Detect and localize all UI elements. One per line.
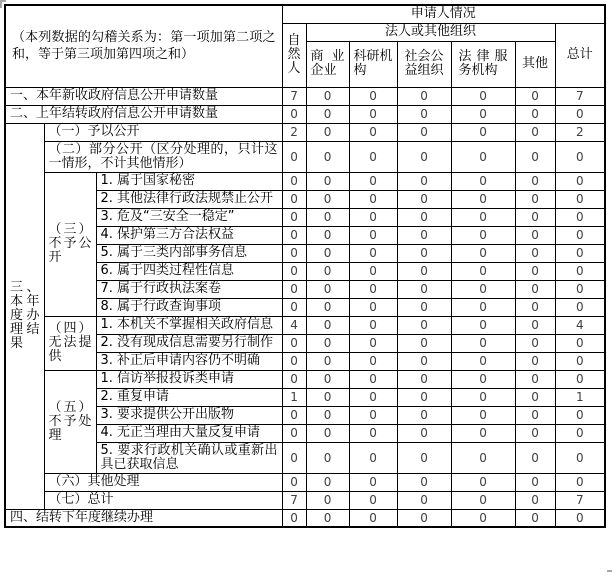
value-cell: 0 [515,491,555,509]
value-cell: 0 [515,123,555,141]
value-cell: 0 [515,352,555,370]
row-label: （七）总计 [44,491,282,509]
value-cell: 0 [451,226,515,244]
value-cell: 0 [306,105,349,123]
header-legal-or-other-org: 法人或其他组织 [306,23,555,41]
value-cell: 2 [555,123,605,141]
value-cell: 0 [349,388,397,406]
row-label: 4. 保护第三方合法权益 [96,226,282,244]
value-cell: 0 [306,262,349,280]
value-cell: 4 [282,316,306,334]
value-cell: 0 [349,334,397,352]
value-cell: 0 [306,226,349,244]
value-cell: 0 [451,406,515,424]
value-cell: 0 [451,370,515,388]
value-cell: 0 [555,370,605,388]
value-cell: 0 [397,352,451,370]
value-cell: 0 [515,316,555,334]
value-cell: 0 [451,491,515,509]
value-cell: 0 [397,388,451,406]
value-cell: 0 [451,509,515,527]
column-header-total: 总计 [555,23,605,87]
value-cell: 0 [306,406,349,424]
value-cell: 0 [451,208,515,226]
value-cell: 0 [306,424,349,442]
value-cell: 0 [515,262,555,280]
reconciliation-note: （本列数据的勾稽关系为：第一项加第二项之和，等于第三项加第四项之和） [5,5,282,87]
value-cell: 0 [306,442,349,473]
value-cell: 0 [397,424,451,442]
value-cell: 0 [306,208,349,226]
value-cell: 0 [515,105,555,123]
value-cell: 0 [555,406,605,424]
value-cell: 0 [555,352,605,370]
value-cell: 0 [397,491,451,509]
value-cell: 0 [349,262,397,280]
value-cell: 0 [282,226,306,244]
value-cell: 0 [282,424,306,442]
value-cell: 0 [515,172,555,190]
value-cell: 0 [451,334,515,352]
value-cell: 0 [306,123,349,141]
value-cell: 0 [349,370,397,388]
value-cell: 0 [555,172,605,190]
value-cell: 0 [282,406,306,424]
value-cell: 1 [555,388,605,406]
value-cell: 0 [349,105,397,123]
value-cell: 0 [306,388,349,406]
value-cell: 0 [397,334,451,352]
value-cell: 0 [555,509,605,527]
value-cell: 0 [397,442,451,473]
value-cell: 0 [282,473,306,491]
value-cell: 0 [451,105,515,123]
value-cell: 0 [515,87,555,105]
row-label: 一、本年新收政府信息公开申请数量 [5,87,282,105]
value-cell: 0 [555,262,605,280]
column-header-social-welfare: 社会公益组织 [397,41,451,87]
value-cell: 0 [515,190,555,208]
screen-corner-artifact-topleft [0,0,6,2]
value-cell: 0 [349,406,397,424]
value-cell: 0 [282,442,306,473]
row-label: 5. 要求行政机关确认或重新出具已获取信息 [96,442,282,473]
row-label: 5. 属于三类内部事务信息 [96,244,282,262]
value-cell: 0 [451,388,515,406]
value-cell: 0 [397,141,451,172]
value-cell: 0 [397,105,451,123]
value-cell: 0 [397,172,451,190]
column-header-legal-service: 法律服务机构 [451,41,515,87]
column-header-business: 商业企业 [306,41,349,87]
value-cell: 0 [555,190,605,208]
column-header-other: 其他 [515,41,555,87]
row-label: 3. 危及“三安全一稳定” [96,208,282,226]
value-cell: 7 [282,87,306,105]
value-cell: 0 [349,244,397,262]
section-label: 三、本年度办理结果 [5,123,44,509]
section-label: （四）无法提供 [44,316,96,370]
value-cell: 0 [397,509,451,527]
value-cell: 0 [306,352,349,370]
value-cell: 0 [282,190,306,208]
value-cell: 0 [397,123,451,141]
value-cell: 0 [451,87,515,105]
value-cell: 0 [282,280,306,298]
value-cell: 0 [397,87,451,105]
row-label: （六）其他处理 [44,473,282,491]
section-label: （五）不予处理 [44,370,96,473]
value-cell: 0 [306,87,349,105]
header-row-1 [5,5,605,23]
value-cell: 0 [451,262,515,280]
value-cell: 2 [282,123,306,141]
value-cell: 0 [282,352,306,370]
value-cell: 0 [451,298,515,316]
row-label: （一）予以公开 [44,123,282,141]
value-cell: 0 [349,509,397,527]
report-table-body [5,87,605,527]
value-cell: 0 [555,334,605,352]
value-cell: 0 [349,141,397,172]
row-label: 四、结转下年度继续办理 [5,509,282,527]
value-cell: 0 [397,316,451,334]
gov-info-disclosure-application-table [4,4,606,528]
column-header-research: 科研机构 [349,41,397,87]
value-cell: 0 [515,280,555,298]
value-cell: 0 [397,280,451,298]
value-cell: 0 [306,370,349,388]
value-cell: 0 [282,141,306,172]
row-label: 2. 没有现成信息需要另行制作 [96,334,282,352]
value-cell: 0 [306,473,349,491]
value-cell: 0 [515,298,555,316]
value-cell: 0 [515,208,555,226]
value-cell: 0 [515,244,555,262]
row-label: 3. 补正后申请内容仍不明确 [96,352,282,370]
row-label: 2. 其他法律行政法规禁止公开 [96,190,282,208]
row-label: 1. 信访举报投诉类申请 [96,370,282,388]
value-cell: 0 [451,316,515,334]
row-label: （二）部分公开（区分处理的，只计这一情形，不计其他情形） [44,141,282,172]
value-cell: 0 [515,424,555,442]
value-cell: 0 [451,352,515,370]
value-cell: 7 [282,491,306,509]
table-row [5,473,605,491]
row-label: 3. 要求提供公开出版物 [96,406,282,424]
value-cell: 0 [555,280,605,298]
value-cell: 0 [282,172,306,190]
value-cell: 0 [515,141,555,172]
table-row [5,105,605,123]
row-label: 1. 属于国家秘密 [96,172,282,190]
value-cell: 0 [451,123,515,141]
value-cell: 0 [451,141,515,172]
value-cell: 0 [349,226,397,244]
value-cell: 0 [555,141,605,172]
value-cell: 0 [397,190,451,208]
value-cell: 7 [555,87,605,105]
value-cell: 0 [451,473,515,491]
value-cell: 0 [306,172,349,190]
value-cell: 0 [282,334,306,352]
value-cell: 0 [349,280,397,298]
value-cell: 0 [306,334,349,352]
value-cell: 0 [349,208,397,226]
value-cell: 0 [349,298,397,316]
value-cell: 0 [349,424,397,442]
value-cell: 0 [397,406,451,424]
value-cell: 0 [555,298,605,316]
row-label: 2. 重复申请 [96,388,282,406]
row-label: 6. 属于四类过程性信息 [96,262,282,280]
value-cell: 0 [451,244,515,262]
table-row [5,491,605,509]
value-cell: 0 [451,424,515,442]
value-cell: 0 [555,208,605,226]
value-cell: 0 [306,244,349,262]
value-cell: 0 [515,473,555,491]
value-cell: 0 [306,491,349,509]
row-label: 7. 属于行政执法案卷 [96,280,282,298]
value-cell: 0 [397,208,451,226]
value-cell: 0 [282,208,306,226]
value-cell: 4 [555,316,605,334]
section-label: （三）不予公开 [44,172,96,316]
value-cell: 7 [555,491,605,509]
value-cell: 0 [555,244,605,262]
value-cell: 0 [555,442,605,473]
value-cell: 0 [555,105,605,123]
value-cell: 0 [451,442,515,473]
value-cell: 0 [306,509,349,527]
table-header [5,5,605,87]
value-cell: 0 [515,442,555,473]
header-applicant-situation: 申请人情况 [282,5,605,23]
value-cell: 0 [349,316,397,334]
value-cell: 0 [515,334,555,352]
value-cell: 0 [282,244,306,262]
value-cell: 0 [306,280,349,298]
value-cell: 1 [282,388,306,406]
row-label: 1. 本机关不掌握相关政府信息 [96,316,282,334]
value-cell: 0 [555,473,605,491]
value-cell: 0 [349,123,397,141]
value-cell: 0 [515,388,555,406]
value-cell: 0 [397,473,451,491]
value-cell: 0 [306,141,349,172]
row-label: 8. 属于行政查询事项 [96,298,282,316]
value-cell: 0 [306,316,349,334]
table-row [5,123,605,141]
value-cell: 0 [349,491,397,509]
value-cell: 0 [282,298,306,316]
value-cell: 0 [349,87,397,105]
value-cell: 0 [397,262,451,280]
value-cell: 0 [515,226,555,244]
value-cell: 0 [515,509,555,527]
value-cell: 0 [349,172,397,190]
value-cell: 0 [451,190,515,208]
value-cell: 0 [349,190,397,208]
value-cell: 0 [349,352,397,370]
value-cell: 0 [397,298,451,316]
value-cell: 0 [555,424,605,442]
value-cell: 0 [282,105,306,123]
value-cell: 0 [451,280,515,298]
value-cell: 0 [555,226,605,244]
value-cell: 0 [349,473,397,491]
table-row [5,316,605,334]
column-header-natural-person: 自然人 [282,23,306,87]
value-cell: 0 [282,509,306,527]
value-cell: 0 [306,298,349,316]
table-row [5,87,605,105]
value-cell: 0 [397,226,451,244]
row-label: 二、上年结转政府信息公开申请数量 [5,105,282,123]
value-cell: 0 [349,442,397,473]
value-cell: 0 [282,370,306,388]
value-cell: 0 [451,172,515,190]
table-row [5,172,605,190]
value-cell: 0 [397,370,451,388]
row-label: 4. 无正当理由大量反复申请 [96,424,282,442]
screen-corner-artifact-bottomright [607,570,612,572]
value-cell: 0 [282,262,306,280]
table-row [5,509,605,527]
value-cell: 0 [515,370,555,388]
value-cell: 0 [397,244,451,262]
table-row [5,370,605,388]
table-row [5,141,605,172]
value-cell: 0 [306,190,349,208]
value-cell: 0 [515,406,555,424]
